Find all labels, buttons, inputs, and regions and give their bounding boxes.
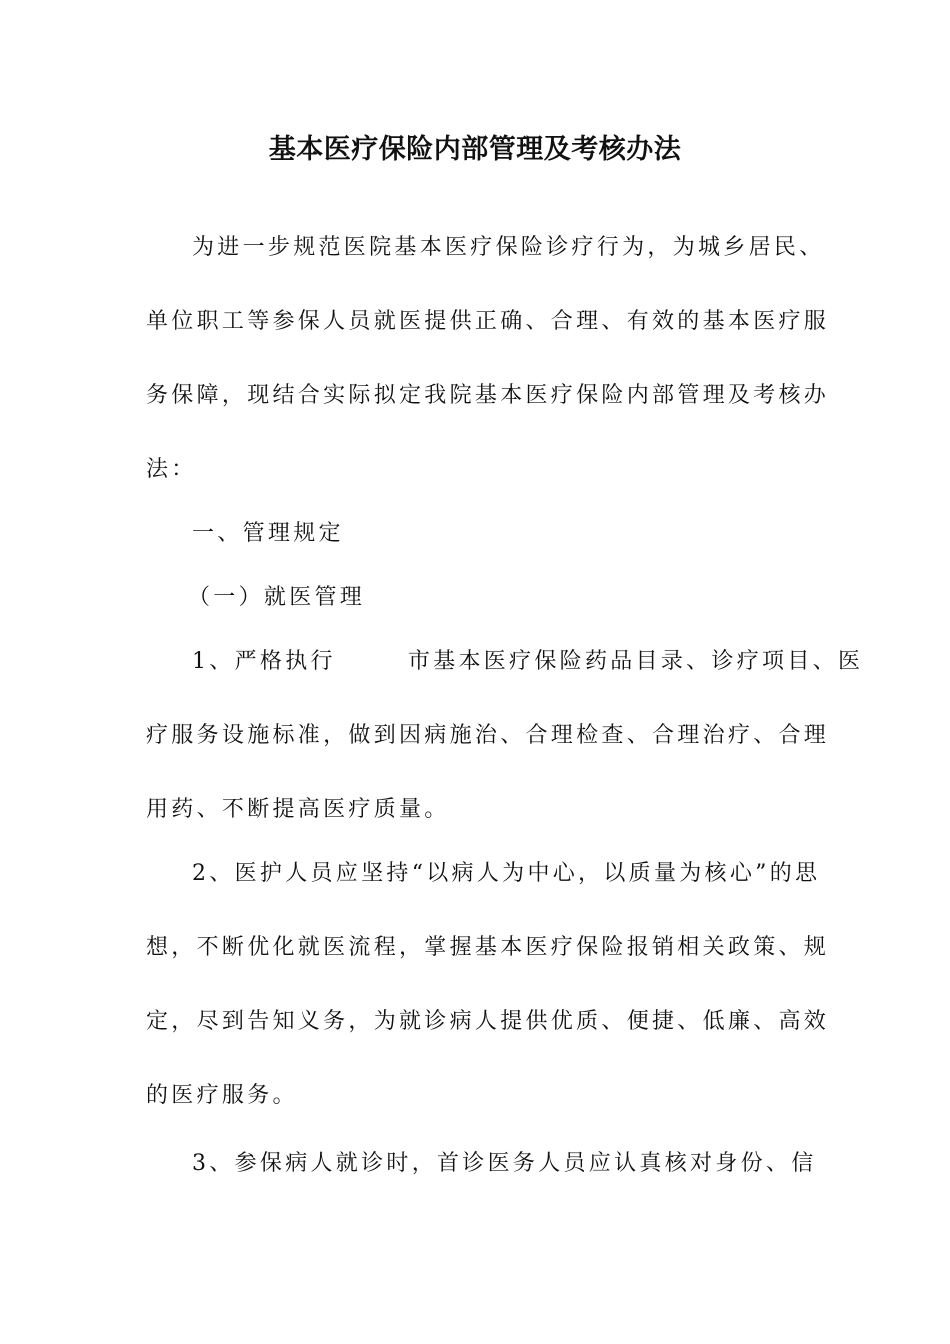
section-heading: 一、管理规定 [192, 521, 344, 546]
paragraph-line: 1、严格执行 市基本医疗保险药品目录、诊疗项目、医 [192, 649, 864, 674]
paragraph-line: 为进一步规范医院基本医疗保险诊疗行为，为城乡居民、 [192, 235, 825, 260]
paragraph-line: 单位职工等参保人员就医提供正确、合理、有效的基本医疗服 [146, 309, 830, 334]
paragraph-line: 务保障，现结合实际拟定我院基本医疗保险内部管理及考核办 [146, 383, 830, 408]
paragraph-line: 疗服务设施标准，做到因病施治、合理检查、合理治疗、合理 [146, 723, 830, 748]
paragraph-line: 3、参保病人就诊时，首诊医务人员应认真核对身份、信 [192, 1151, 817, 1176]
paragraph-line: 想，不断优化就医流程，掌握基本医疗保险报销相关政策、规 [146, 935, 830, 960]
paragraph-line: 定，尽到告知义务，为就诊病人提供优质、便捷、低廉、高效 [146, 1009, 830, 1034]
paragraph-line: 2、医护人员应坚持“以病人为中心，以质量为核心”的思 [192, 861, 821, 886]
document-title: 基本医疗保险内部管理及考核办法 [268, 134, 682, 165]
paragraph-line: 的医疗服务。 [146, 1083, 298, 1108]
paragraph-line: 法： [146, 457, 197, 482]
subsection-heading: （一）就医管理 [188, 585, 366, 610]
paragraph-line: 用药、不断提高医疗质量。 [146, 797, 450, 822]
